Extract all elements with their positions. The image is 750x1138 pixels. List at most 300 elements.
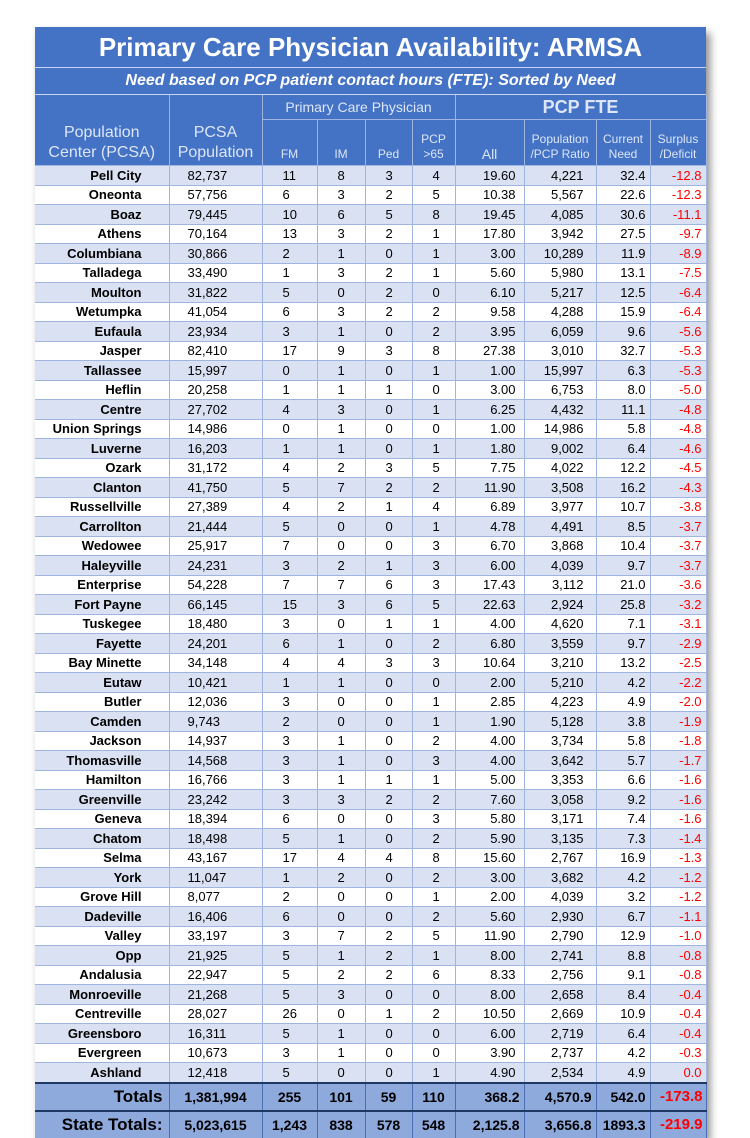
table-row xyxy=(35,1024,706,1044)
totals-need: 542.0 xyxy=(596,1083,650,1111)
cell-name: Wetumpka xyxy=(35,302,169,322)
cell-ratio: 3,977 xyxy=(524,497,596,517)
cell-pcp65: 3 xyxy=(412,556,455,576)
cell-ratio: 3,171 xyxy=(524,809,596,829)
cell-fm: 5 xyxy=(262,283,317,303)
cell-im: 1 xyxy=(317,1024,365,1044)
cell-fm: 1 xyxy=(262,263,317,283)
cell-current-need: 27.5 xyxy=(596,224,650,244)
cell-fte-all: 6.10 xyxy=(455,283,524,303)
cell-ratio: 10,289 xyxy=(524,244,596,264)
cell-im: 1 xyxy=(317,829,365,849)
table-row xyxy=(35,263,706,283)
cell-pcp65: 1 xyxy=(412,263,455,283)
cell-ped: 6 xyxy=(365,595,412,615)
cell-fm: 3 xyxy=(262,692,317,712)
cell-fte-all: 6.80 xyxy=(455,634,524,654)
cell-fm: 2 xyxy=(262,244,317,264)
header-group-pcp-fte: PCP FTE xyxy=(455,95,706,120)
cell-pcp65: 6 xyxy=(412,965,455,985)
cell-surplus-deficit: -4.6 xyxy=(650,439,706,459)
header-pcsa-population xyxy=(169,95,262,166)
cell-current-need: 6.6 xyxy=(596,770,650,790)
cell-fm: 5 xyxy=(262,965,317,985)
cell-ratio: 3,508 xyxy=(524,478,596,498)
cell-surplus-deficit: -1.4 xyxy=(650,829,706,849)
cell-pcp65: 3 xyxy=(412,536,455,556)
cell-fte-all: 2.85 xyxy=(455,692,524,712)
cell-ped: 0 xyxy=(365,1043,412,1063)
cell-current-need: 4.2 xyxy=(596,868,650,888)
cell-fm: 3 xyxy=(262,731,317,751)
cell-name: Haleyville xyxy=(35,556,169,576)
cell-current-need: 11.1 xyxy=(596,400,650,420)
cell-current-need: 6.4 xyxy=(596,1024,650,1044)
cell-name: Centreville xyxy=(35,1004,169,1024)
table-row xyxy=(35,634,706,654)
cell-fte-all: 5.80 xyxy=(455,809,524,829)
table-row xyxy=(35,712,706,732)
cell-surplus-deficit: -12.8 xyxy=(650,166,706,186)
cell-pcp65: 1 xyxy=(412,614,455,634)
cell-pcp65: 2 xyxy=(412,634,455,654)
cell-fm: 11 xyxy=(262,166,317,186)
cell-pcp65: 1 xyxy=(412,887,455,907)
cell-name: Fayette xyxy=(35,634,169,654)
cell-ratio: 2,756 xyxy=(524,965,596,985)
cell-ratio: 3,559 xyxy=(524,634,596,654)
cell-population: 82,737 xyxy=(169,166,262,186)
cell-pcp65: 4 xyxy=(412,497,455,517)
cell-ratio: 3,353 xyxy=(524,770,596,790)
cell-fte-all: 2.00 xyxy=(455,673,524,693)
cell-fm: 3 xyxy=(262,790,317,810)
cell-surplus-deficit: -3.7 xyxy=(650,517,706,537)
cell-population: 57,756 xyxy=(169,185,262,205)
cell-fm: 5 xyxy=(262,517,317,537)
cell-fte-all: 4.90 xyxy=(455,1063,524,1083)
cell-fm: 3 xyxy=(262,770,317,790)
cell-fte-all: 11.90 xyxy=(455,478,524,498)
cell-population: 16,406 xyxy=(169,907,262,927)
cell-population: 12,418 xyxy=(169,1063,262,1083)
cell-population: 20,258 xyxy=(169,380,262,400)
cell-population: 30,866 xyxy=(169,244,262,264)
cell-im: 0 xyxy=(317,1063,365,1083)
cell-surplus-deficit: -2.2 xyxy=(650,673,706,693)
cell-population: 10,673 xyxy=(169,1043,262,1063)
cell-surplus-deficit: -3.6 xyxy=(650,575,706,595)
cell-ratio: 4,491 xyxy=(524,517,596,537)
cell-pcp65: 1 xyxy=(412,517,455,537)
cell-ped: 0 xyxy=(365,439,412,459)
header-surplus-line2: /Deficit xyxy=(659,147,697,161)
cell-fte-all: 1.90 xyxy=(455,712,524,732)
cell-ratio: 4,039 xyxy=(524,887,596,907)
cell-im: 0 xyxy=(317,907,365,927)
cell-name: Carrollton xyxy=(35,517,169,537)
cell-current-need: 12.5 xyxy=(596,283,650,303)
cell-fte-all: 3.00 xyxy=(455,868,524,888)
cell-population: 12,036 xyxy=(169,692,262,712)
cell-im: 7 xyxy=(317,575,365,595)
cell-population: 82,410 xyxy=(169,341,262,361)
cell-fm: 0 xyxy=(262,361,317,381)
cell-name: Dadeville xyxy=(35,907,169,927)
report-frame xyxy=(35,27,706,1138)
cell-fte-all: 3.90 xyxy=(455,1043,524,1063)
cell-name: Greensboro xyxy=(35,1024,169,1044)
table-row xyxy=(35,770,706,790)
cell-ratio: 9,002 xyxy=(524,439,596,459)
cell-current-need: 12.2 xyxy=(596,458,650,478)
cell-ped: 3 xyxy=(365,458,412,478)
cell-ratio: 3,734 xyxy=(524,731,596,751)
cell-surplus-deficit: -1.1 xyxy=(650,907,706,927)
cell-name: Monroeville xyxy=(35,985,169,1005)
cell-ped: 0 xyxy=(365,887,412,907)
cell-population: 16,203 xyxy=(169,439,262,459)
cell-fte-all: 7.60 xyxy=(455,790,524,810)
cell-pcp65: 0 xyxy=(412,1024,455,1044)
cell-pcp65: 3 xyxy=(412,575,455,595)
cell-current-need: 4.9 xyxy=(596,1063,650,1083)
cell-ratio: 3,642 xyxy=(524,751,596,771)
cell-im: 3 xyxy=(317,185,365,205)
cell-population: 22,947 xyxy=(169,965,262,985)
table-row xyxy=(35,224,706,244)
cell-surplus-deficit: -1.9 xyxy=(650,712,706,732)
cell-fte-all: 15.60 xyxy=(455,848,524,868)
cell-im: 2 xyxy=(317,458,365,478)
cell-surplus-deficit: -6.4 xyxy=(650,302,706,322)
header-pcsa-line1: PCSA xyxy=(193,124,238,141)
cell-name: Andalusia xyxy=(35,965,169,985)
table-row xyxy=(35,965,706,985)
cell-ratio: 6,753 xyxy=(524,380,596,400)
cell-fm: 1 xyxy=(262,439,317,459)
cell-current-need: 5.7 xyxy=(596,751,650,771)
cell-ratio: 4,221 xyxy=(524,166,596,186)
cell-im: 1 xyxy=(317,770,365,790)
table-row xyxy=(35,985,706,1005)
cell-name: Thomasville xyxy=(35,751,169,771)
cell-pcp65: 2 xyxy=(412,322,455,342)
cell-ped: 0 xyxy=(365,985,412,1005)
cell-fte-all: 4.00 xyxy=(455,751,524,771)
cell-fm: 0 xyxy=(262,419,317,439)
header-pcsa-line2: Population xyxy=(177,144,254,161)
cell-population: 31,822 xyxy=(169,283,262,303)
cell-ratio: 5,217 xyxy=(524,283,596,303)
cell-surplus-deficit: -3.7 xyxy=(650,536,706,556)
cell-surplus-deficit: 0.0 xyxy=(650,1063,706,1083)
cell-pcp65: 2 xyxy=(412,731,455,751)
cell-pcp65: 3 xyxy=(412,751,455,771)
cell-fm: 3 xyxy=(262,926,317,946)
cell-surplus-deficit: -2.9 xyxy=(650,634,706,654)
cell-current-need: 6.4 xyxy=(596,439,650,459)
table-row xyxy=(35,1063,706,1083)
cell-name: Enterprise xyxy=(35,575,169,595)
cell-name: Valley xyxy=(35,926,169,946)
cell-current-need: 15.9 xyxy=(596,302,650,322)
cell-population: 34,148 xyxy=(169,653,262,673)
cell-im: 0 xyxy=(317,536,365,556)
table-row xyxy=(35,361,706,381)
cell-fte-all: 3.95 xyxy=(455,322,524,342)
cell-fm: 4 xyxy=(262,653,317,673)
cell-fte-all: 11.90 xyxy=(455,926,524,946)
totals-label: Totals xyxy=(35,1083,169,1111)
cell-surplus-deficit: -1.6 xyxy=(650,790,706,810)
cell-surplus-deficit: -3.1 xyxy=(650,614,706,634)
cell-current-need: 32.4 xyxy=(596,166,650,186)
state-totals-population: 5,023,615 xyxy=(169,1111,262,1138)
cell-im: 3 xyxy=(317,985,365,1005)
cell-ratio: 3,942 xyxy=(524,224,596,244)
cell-pcp65: 1 xyxy=(412,361,455,381)
cell-ped: 0 xyxy=(365,1063,412,1083)
cell-name: Union Springs xyxy=(35,419,169,439)
cell-fte-all: 1.00 xyxy=(455,419,524,439)
cell-fm: 5 xyxy=(262,946,317,966)
cell-fte-all: 6.89 xyxy=(455,497,524,517)
cell-current-need: 3.8 xyxy=(596,712,650,732)
state-totals-ped: 578 xyxy=(365,1111,412,1138)
cell-fm: 6 xyxy=(262,302,317,322)
table-row xyxy=(35,907,706,927)
cell-surplus-deficit: -1.0 xyxy=(650,926,706,946)
cell-name: Hamilton xyxy=(35,770,169,790)
cell-ped: 3 xyxy=(365,166,412,186)
cell-surplus-deficit: -7.5 xyxy=(650,263,706,283)
cell-ratio: 4,223 xyxy=(524,692,596,712)
cell-population: 14,568 xyxy=(169,751,262,771)
cell-ped: 1 xyxy=(365,1004,412,1024)
cell-im: 1 xyxy=(317,673,365,693)
cell-ratio: 2,741 xyxy=(524,946,596,966)
cell-im: 3 xyxy=(317,224,365,244)
cell-current-need: 6.3 xyxy=(596,361,650,381)
cell-ratio: 3,135 xyxy=(524,829,596,849)
cell-fm: 6 xyxy=(262,907,317,927)
cell-ped: 0 xyxy=(365,244,412,264)
cell-current-need: 9.7 xyxy=(596,556,650,576)
cell-im: 6 xyxy=(317,205,365,225)
cell-ped: 0 xyxy=(365,829,412,849)
cell-population: 41,750 xyxy=(169,478,262,498)
cell-surplus-deficit: -0.4 xyxy=(650,1024,706,1044)
cell-name: Boaz xyxy=(35,205,169,225)
header-need-line1: Current xyxy=(603,132,644,146)
cell-fte-all: 10.50 xyxy=(455,1004,524,1024)
cell-fm: 6 xyxy=(262,809,317,829)
cell-population: 41,054 xyxy=(169,302,262,322)
cell-fm: 2 xyxy=(262,712,317,732)
cell-ratio: 2,767 xyxy=(524,848,596,868)
cell-fm: 3 xyxy=(262,614,317,634)
cell-surplus-deficit: -0.4 xyxy=(650,1004,706,1024)
table-row xyxy=(35,302,706,322)
cell-fte-all: 6.00 xyxy=(455,556,524,576)
cell-ped: 2 xyxy=(365,283,412,303)
cell-im: 1 xyxy=(317,1043,365,1063)
totals-im: 101 xyxy=(317,1083,365,1111)
cell-name: Jasper xyxy=(35,341,169,361)
cell-pcp65: 5 xyxy=(412,926,455,946)
cell-name: Clanton xyxy=(35,478,169,498)
cell-im: 7 xyxy=(317,478,365,498)
cell-surplus-deficit: -4.3 xyxy=(650,478,706,498)
cell-name: Tuskegee xyxy=(35,614,169,634)
cell-ratio: 5,567 xyxy=(524,185,596,205)
cell-ratio: 2,924 xyxy=(524,595,596,615)
cell-population: 21,925 xyxy=(169,946,262,966)
cell-surplus-deficit: -6.4 xyxy=(650,283,706,303)
cell-ped: 0 xyxy=(365,907,412,927)
cell-current-need: 21.0 xyxy=(596,575,650,595)
cell-fm: 2 xyxy=(262,887,317,907)
cell-ped: 0 xyxy=(365,751,412,771)
cell-im: 1 xyxy=(317,634,365,654)
cell-fm: 15 xyxy=(262,595,317,615)
header-fm: FM xyxy=(262,120,317,166)
cell-ped: 0 xyxy=(365,692,412,712)
cell-ped: 2 xyxy=(365,185,412,205)
cell-ped: 0 xyxy=(365,400,412,420)
cell-pcp65: 5 xyxy=(412,595,455,615)
cell-name: Pell City xyxy=(35,166,169,186)
cell-pcp65: 1 xyxy=(412,244,455,264)
cell-ped: 2 xyxy=(365,478,412,498)
cell-population: 23,242 xyxy=(169,790,262,810)
cell-population: 24,231 xyxy=(169,556,262,576)
table-row xyxy=(35,322,706,342)
cell-ratio: 2,719 xyxy=(524,1024,596,1044)
cell-current-need: 22.6 xyxy=(596,185,650,205)
cell-population: 23,934 xyxy=(169,322,262,342)
cell-ratio: 2,790 xyxy=(524,926,596,946)
cell-im: 3 xyxy=(317,263,365,283)
header-current-need xyxy=(596,120,650,166)
cell-current-need: 11.9 xyxy=(596,244,650,264)
cell-population: 21,268 xyxy=(169,985,262,1005)
cell-pcp65: 0 xyxy=(412,419,455,439)
cell-ped: 0 xyxy=(365,1024,412,1044)
table-row xyxy=(35,868,706,888)
cell-surplus-deficit: -5.3 xyxy=(650,341,706,361)
cell-fm: 5 xyxy=(262,829,317,849)
cell-population: 31,172 xyxy=(169,458,262,478)
cell-pcp65: 1 xyxy=(412,1063,455,1083)
cell-im: 8 xyxy=(317,166,365,186)
cell-im: 2 xyxy=(317,556,365,576)
cell-population: 11,047 xyxy=(169,868,262,888)
cell-fte-all: 5.60 xyxy=(455,263,524,283)
cell-ped: 3 xyxy=(365,653,412,673)
cell-pcp65: 2 xyxy=(412,790,455,810)
totals-pcp65: 110 xyxy=(412,1083,455,1111)
table-row xyxy=(35,692,706,712)
cell-pcp65: 2 xyxy=(412,829,455,849)
cell-population: 70,164 xyxy=(169,224,262,244)
cell-current-need: 16.2 xyxy=(596,478,650,498)
cell-fte-all: 1.00 xyxy=(455,361,524,381)
cell-population: 9,743 xyxy=(169,712,262,732)
cell-surplus-deficit: -1.6 xyxy=(650,809,706,829)
cell-ped: 0 xyxy=(365,712,412,732)
cell-ped: 3 xyxy=(365,341,412,361)
table-row xyxy=(35,517,706,537)
cell-name: Butler xyxy=(35,692,169,712)
cell-name: Geneva xyxy=(35,809,169,829)
cell-surplus-deficit: -5.3 xyxy=(650,361,706,381)
cell-fte-all: 5.00 xyxy=(455,770,524,790)
state-totals-ratio: 3,656.8 xyxy=(524,1111,596,1138)
cell-ratio: 4,432 xyxy=(524,400,596,420)
cell-name: Jackson xyxy=(35,731,169,751)
cell-pcp65: 0 xyxy=(412,1043,455,1063)
cell-current-need: 4.2 xyxy=(596,1043,650,1063)
cell-name: Ashland xyxy=(35,1063,169,1083)
header-pcp65-line2: >65 xyxy=(423,147,444,161)
cell-pcp65: 8 xyxy=(412,341,455,361)
header-group-primary-care-physician: Primary Care Physician xyxy=(262,95,455,120)
cell-name: Chatom xyxy=(35,829,169,849)
cell-surplus-deficit: -5.6 xyxy=(650,322,706,342)
cell-ped: 1 xyxy=(365,614,412,634)
cell-ratio: 3,868 xyxy=(524,536,596,556)
cell-population: 10,421 xyxy=(169,673,262,693)
cell-im: 9 xyxy=(317,341,365,361)
cell-name: Heflin xyxy=(35,380,169,400)
header-need-line2: Need xyxy=(608,147,638,161)
cell-fte-all: 19.60 xyxy=(455,166,524,186)
state-totals-im: 838 xyxy=(317,1111,365,1138)
cell-fte-all: 3.00 xyxy=(455,244,524,264)
cell-pcp65: 0 xyxy=(412,380,455,400)
cell-ratio: 3,112 xyxy=(524,575,596,595)
cell-im: 1 xyxy=(317,361,365,381)
table-row xyxy=(35,536,706,556)
cell-im: 2 xyxy=(317,868,365,888)
cell-current-need: 7.3 xyxy=(596,829,650,849)
totals-ped: 59 xyxy=(365,1083,412,1111)
cell-name: Selma xyxy=(35,848,169,868)
cell-ratio: 14,986 xyxy=(524,419,596,439)
cell-surplus-deficit: -4.8 xyxy=(650,400,706,420)
header-im: IM xyxy=(317,120,365,166)
cell-im: 3 xyxy=(317,400,365,420)
table-row xyxy=(35,673,706,693)
cell-fte-all: 17.43 xyxy=(455,575,524,595)
cell-pcp65: 2 xyxy=(412,907,455,927)
cell-current-need: 32.7 xyxy=(596,341,650,361)
cell-pcp65: 0 xyxy=(412,283,455,303)
table-row xyxy=(35,751,706,771)
cell-im: 3 xyxy=(317,790,365,810)
totals-fm: 255 xyxy=(262,1083,317,1111)
cell-im: 2 xyxy=(317,965,365,985)
cell-current-need: 3.2 xyxy=(596,887,650,907)
cell-name: Columbiana xyxy=(35,244,169,264)
cell-surplus-deficit: -4.8 xyxy=(650,419,706,439)
cell-pcp65: 1 xyxy=(412,400,455,420)
table-row xyxy=(35,380,706,400)
cell-pcp65: 4 xyxy=(412,166,455,186)
table-row xyxy=(35,731,706,751)
